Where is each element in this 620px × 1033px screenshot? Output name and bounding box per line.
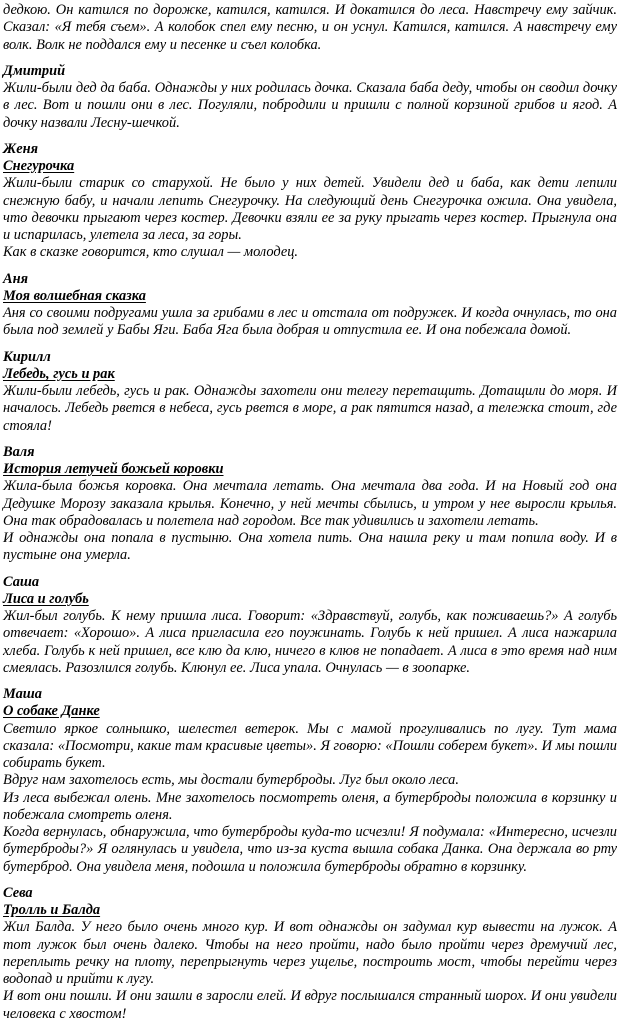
story-title-text: Лиса и голубь xyxy=(3,590,89,607)
story-title-text: Тролль и Балда xyxy=(3,902,101,918)
story-title xyxy=(3,288,617,305)
story-paragraph: дедкою. Он катился по дорожке, катился, катился. И докатился до леса. Навстречу ему зайчик. Сказал: «Я тебя съем». А колобок спел ему песню, и он уснул. Катился, катился. А навстречу ему волк. Волк не поддался ему и песенке и съел колобка. xyxy=(3,2,617,53)
story-section xyxy=(3,686,617,876)
story-paragraph: Жили-были дед да баба. Однажды у них родилась дочка. Сказала баба деду, чтобы он сводил дочку в лес. Вот и пошли они в лес. Погуляли, побродили и пришли с полной корзиной грибов и ягод. А дочку назвали Лесну-шечкой. xyxy=(3,80,617,131)
story-title xyxy=(3,461,617,478)
story-section xyxy=(3,63,617,132)
story-author: Валя xyxy=(3,443,35,460)
story-title-text: Моя волшебная сказка xyxy=(3,287,146,304)
story-paragraph: Жили-были старик со старухой. Не было у них детей. Увидели дед и баба, как дети лепили снежную бабу, и начали лепить Снегурочку. На следующий день Снегурочка ожила. Она увидела, что девочки прыгают через костер. Девочки взяли ее за руку прыгать через костер. Прыгнула она и испарилась, улетела за леса, за горы. xyxy=(3,175,617,243)
story-paragraph: Из леса выбежал олень. Мне захотелось посмотреть оленя, а бутерброды положила в корзинку и побежала смотреть оленя. xyxy=(3,789,617,823)
story-title xyxy=(3,902,617,919)
story-paragraph: Как в сказке говорится, кто слушал — молодец. xyxy=(3,244,298,261)
story-author: Саша xyxy=(3,573,40,590)
story-paragraph: Светило яркое солнышко, шелестел ветерок. Мы с мамой прогуливались по лугу. Тут мама сказала: «Посмотри, какие там красивые цветы». Я говорю: «Пошли соберем букет». И мы пошли собирать букет. xyxy=(3,720,617,771)
story-section xyxy=(3,574,617,678)
story-title-text: Снегурочка xyxy=(3,158,75,174)
story-title xyxy=(3,591,617,608)
story-author: Женя xyxy=(3,140,38,157)
story-section xyxy=(3,444,617,565)
story-author: Дмитрий xyxy=(3,62,66,79)
story-section xyxy=(3,141,617,262)
story-title xyxy=(3,158,617,175)
story-section xyxy=(3,271,617,340)
story-title-text: История летучей божьей коровки xyxy=(3,461,224,477)
story-paragraph: И однажды она попала в пустыню. Она хотела пить. Она нашла реку и там попила воду. И в пустыне она умерла. xyxy=(3,530,617,564)
story-author: Сева xyxy=(3,884,33,901)
story-author: Кирилл xyxy=(3,348,51,365)
story-paragraph: Жили-были лебедь, гусь и рак. Однажды захотели они телегу перетащить. Дотащили до моря. И началось. Лебедь рвется в небеса, гусь рвется в море, а рак пятится назад, а тележка стоит, где стояла! xyxy=(3,383,617,434)
story-paragraph: Вдруг нам захотелось есть, мы достали бутерброды. Луг был около леса. xyxy=(3,772,459,789)
story-paragraph: И вот они пошли. И они зашли в заросли елей. И вдруг послышался странный шорох. И они увидели человека с хвостом! xyxy=(3,988,617,1022)
story-title xyxy=(3,366,617,383)
story-section xyxy=(3,885,617,1023)
story-section xyxy=(3,2,617,54)
story-title-text: О собаке Данке xyxy=(3,703,100,720)
story-author: Маша xyxy=(3,686,42,702)
story-author: Аня xyxy=(3,270,29,287)
story-paragraph: Когда вернулась, обнаружила, что бутерброды куда-то исчезли! Я подумала: «Интересно, исчезли бутерброды?» Я оглянулась и увидела, что из-за куста вышла собака Данка. Она держала во рту бутерброд. Она увидела меня, подошла и положила бутерброды обратно в корзинку. xyxy=(3,824,617,875)
story-paragraph: Жил-был голубь. К нему пришла лиса. Говорит: «Здравствуй, голубь, как поживаешь?» А голубь отвечает: «Хорошо». А лиса пригласила его поужинать. Голубь к ней пришел. А лиса нажарила хлеба. Голубь к ней пришел, все клю да клю, ничего в клюв не попадает. А лиса в это время над ним смеялась. Разозлился голубь. Клюнул ее. Лиса упала. Очнулась — в зоопарке. xyxy=(3,608,617,676)
story-paragraph: Жил Балда. У него было очень много кур. И вот однажды он задумал кур вывести на лужок. А тот лужок был очень далеко. Чтобы на него пройти, надо было пройти через дремучий лес, переплыть речку на плоту, перепрыгнуть через ущелье, построить мост, чтобы перейти через водопад и прийти к лугу. xyxy=(3,919,617,987)
story-paragraph: Аня со своими подругами ушла за грибами в лес и отстала от подружек. И когда очнулась, то она была под землей у Бабы Яги. Баба Яга была добрая и отпустила ее. И она побежала домой. xyxy=(3,305,617,339)
story-title xyxy=(3,703,617,720)
story-paragraph: Жила-была божья коровка. Она мечтала летать. Она мечтала два года. И на Новый год она Дедушке Морозу заказала крылья. Конечно, у ней мечты сбылись, и утром у нее выросли крылья. Она так обрадовалась и полетела над городом. Все так удивились и захотели летать. xyxy=(3,478,617,529)
story-title-text: Лебедь, гусь и рак xyxy=(3,365,115,382)
story-section xyxy=(3,349,617,435)
